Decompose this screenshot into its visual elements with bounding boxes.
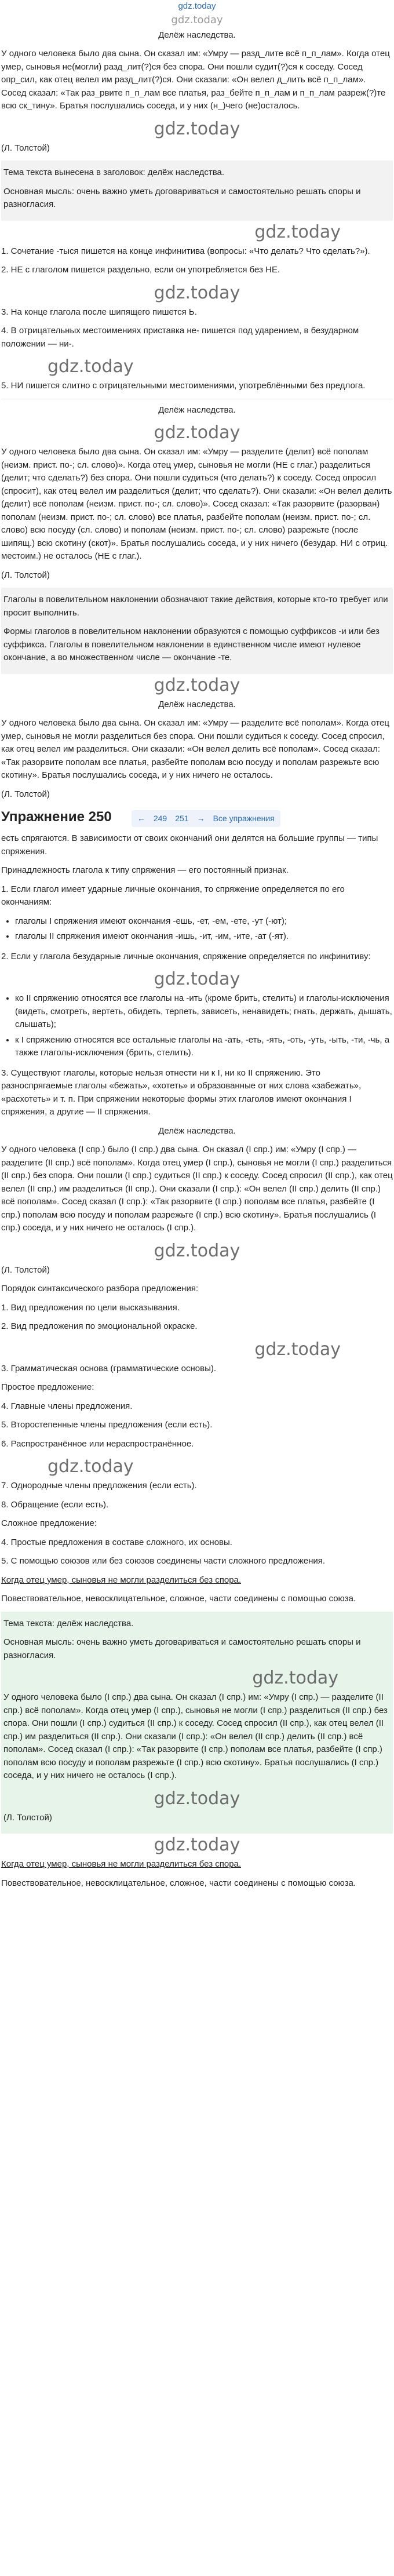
task1-author: (Л. Толстой) [1,143,50,153]
unstressed-list [15,992,393,1060]
watermark: gdz.today [48,1456,134,1477]
watermark: gdz.today [48,356,134,377]
imperative-p1: Глаголы в повелительном наклонении обозначают такие действия, которые кто-то требует или просит выполнить. [3,595,388,618]
parse-item: Простое предложение: [1,1382,94,1393]
exercise-unstressed: 2. Если у глагола безударные личные окончания, спряжение определяется по инфинитиву: [1,951,371,961]
watermark: gdz.today [154,282,240,303]
watermark: gdz.today [154,118,240,139]
rule-2: 2. НЕ с глаголом пишется раздельно, если он употребляется без НЕ. [1,265,280,275]
exercise-type: Принадлежность глагола к типу спряжения — его постоянный признак. [1,865,289,876]
list-item: • глаголы I спряжения имеют окончания -ешь, -ет, -ем, -ете, -ут (-ют); [15,915,393,928]
imperative-block [1,588,393,674]
parse-item: 1. Вид предложения по цели высказывания. [1,1302,180,1313]
watermark: gdz.today [154,1240,240,1261]
prev-arrow-icon[interactable]: ← [137,814,145,824]
parse-item: 3. Грамматическая основа (грамматические основы). [1,1363,217,1373]
task3-author: (Л. Толстой) [1,789,50,799]
answer-block [1,1612,393,1834]
parse-item: 5. Второстепенные члены предложения (если есть). [1,1420,213,1430]
watermark: gdz.today [171,14,223,26]
list-item: • к I спряжению относятся все остальные глаголы на -ать, -еть, -ять, -оть, -уть, -ыть, -ти, -чь, а также глаголы-исключения (брить, стелить). [15,1034,393,1060]
task5-text: У одного человека было (I спр.) два сына. Он сказал (I спр.) им: «Умру (I спр.) — разделите (II спр.) всё пополам». Когда отец умер (I спр.), сыновья не могли (I спр.) разделиться (II спр.) без спора. Они пошли (I спр.) судиться (II спр.) к соседу. Сосед спросил (II спр.), как отец велел (II спр.) им разделиться (II спр.). Они сказали (I спр.): «Он велел (II спр.) делить (II спр.) всё пополам». Сосед сказал (I спр.): «Так разорвите (I спр.) пополам все платья, разбейте (I спр.) пополам всю посуду и пополам разрежьте (I спр.) всю скотину». Братья послушались (I спр.) соседа, и у них ничего не осталось (I спр.). [3,1692,388,1781]
watermark: gdz.today [252,1668,338,1689]
parse-item: 2. Вид предложения по эмоциональной окраске. [1,1321,198,1332]
task2-author: (Л. Толстой) [1,570,50,580]
site-logo[interactable] [1,0,393,13]
task4-author: (Л. Толстой) [1,1265,50,1275]
parse-item: 7. Однородные члены предложения (если есть). [1,1481,197,1491]
rule-4: 4. В отрицательных местоимениях приставка не- пишется под ударением, в безударном положении — ни-. [1,326,359,349]
task5-theme: Тема текста: делёж наследства. [3,1618,134,1628]
parse-example-desc: Повествовательное, невосклицательное, сложное, части соединены с помощью союза. [1,1594,356,1604]
watermark: gdz.today [154,1835,240,1856]
task4-title: Делёж наследства. [158,1125,236,1136]
task5-author: (Л. Толстой) [3,1812,52,1823]
task5-idea: Основная мысль: очень важно уметь договариваться и самостоятельно решать споры и разногласия. [3,1637,361,1660]
watermark: gdz.today [154,675,240,695]
final-desc: Повествовательное, невосклицательное, сложное, части соединены с помощью союза. [1,1878,356,1888]
rule-5: 5. НИ пишется слитно с отрицательными местоимениями, употреблёнными без предлога. [1,381,366,391]
watermark: gdz.today [254,1339,341,1360]
list-item: • ко II спряжению относятся все глаголы на -ить (кроме брить, стелить) и глаголы-исключения (видеть, смотреть, вертеть, обидеть, терпеть, зависеть, ненавидеть; гнать, держать, дышать, слышать); [15,992,393,1032]
watermark: gdz.today [254,221,341,242]
parse-item: Сложное предложение: [1,1518,97,1529]
parse-item: 6. Распространённое или нераспространённое. [1,1438,194,1449]
parse-example: Когда отец умер, сыновья не могли разделиться без спора. [1,1575,242,1585]
next-exercise-link[interactable]: 251 [175,814,189,824]
exercise-intro: есть спрягаются. В зависимости от своих окончаний они делятся на большие группы — типы спряжения. [1,833,378,857]
exercise-stressed: 1. Если глагол имеет ударные личные окончания, то спряжение определяется по его окончаниям: [1,884,345,908]
task4-text: У одного человека (I спр.) было (I спр.) два сына. Он сказал (I спр.) им: «Умру (I спр.) — разделите (II спр.) всё пополам». Когда отец умер (I спр.), сыновья не могли (I спр.) разделиться (II спр.) без спора. Они пошли (I спр.) судиться (II спр.) к соседу. Сосед спросил (II спр.), как отец велел (II спр.) им разделиться (II спр.). Они сказали (I спр.): «Он велел (II спр.) делить (II спр.) всё пополам». Сосед сказал (I спр.): «Так разорвите (I спр.) пополам все платья, разбейте (I спр.) пополам всю посуду и пополам разрежьте (I спр.) всю скотину». Братья послушались (I спр.) соседа, и у них ничего не осталось (I спр.). [1,1145,393,1233]
final-example: Когда отец умер, сыновья не могли разделиться без спора. [1,1859,242,1870]
parse-item: 5. С помощью союзов или без союзов соединены части сложного предложения. [1,1556,326,1566]
analysis-idea: Основная мысль: очень важно уметь договариваться и самостоятельно решать споры и разногласия. [3,186,361,210]
rule-1: 1. Сочетание -тыся пишется на конце инфинитива (вопросы: «Что делать? Что сделать?»). [1,246,370,256]
task2-title: Делёж наследства. [158,405,236,415]
exercise-header [1,807,393,828]
next-arrow-icon[interactable]: → [196,814,205,824]
analysis-theme: Тема текста вынесена в заголовок: делёж наследства. [3,167,225,178]
watermark: gdz.today [154,969,240,990]
parse-item: 8. Обращение (если есть). [1,1499,109,1510]
all-exercises-link[interactable]: Все упражнения [213,814,275,824]
analysis-block [1,161,393,221]
watermark: gdz.today [154,422,240,443]
parse-item: 4. Главные члены предложения. [1,1401,133,1411]
stressed-list [15,915,393,943]
task3-title: Делёж наследства. [158,699,236,709]
exercise-title: Упражнение 250 [1,809,112,825]
rule-3: 3. На конце глагола после шипящего пишется Ь. [1,307,197,317]
parse-heading: Порядок синтаксического разбора предложения: [1,1284,199,1294]
parse-item: 4. Простые предложения в составе сложного, их основы. [1,1537,232,1547]
imperative-p2: Формы глаголов в повелительном наклонении образуются с помощью суффиксов -и или без суффикса. Глаголы в повелительном наклонении в единственном числе имеют нулевое окончание, а во множественном числе — окончание -те. [3,626,380,663]
site-logo-text[interactable]: gdz.today [178,1,216,11]
watermark: gdz.today [154,1788,240,1809]
task3-text: У одного человека было два сына. Он сказал им: «Умру — разделите всё пополам». Когда отец умер, сыновья не могли разделиться без спора. Они пошли судиться к соседу. Сосед спросил, как отец велел им разделиться. Они сказали: «Он велел делить всё пополам». Сосед сказал: «Так разорвите пополам все платья, разбейте пополам всю посуду и пополам разрежьте всю скотину». Братья послушались соседа, и у них ничего не осталось. [1,718,389,781]
task2-text: У одного человека было два сына. Он сказал им: «Умру — разделите (делит) всё пополам (неизм. прист. по-; сл. слово)». Когда отец умер, сыновья не могли (НЕ с глаг.) разделиться (делит; что сделать?) без спора. Они пошли судиться (что делать?) к соседу. Сосед опросил (спросит), как отец велел им разделиться (делит; что сделать?). Они сказали: «Он велел делить (делит) всё пополам (неизм. прист. по-; сл. слово)». Сосед сказал: «Так разорвите (разорван) пополам (неизм. прист. по-; сл. слово) все платья, разбейте пополам (неизм. прист. по-; сл. слово) всю посуду (сл. слово) и пополам (неизм. прист. по-; сл. слово) разрежьте (после шипящ.) всю скотину (скот)». Братья послушались соседа, и у них ничего (безудар. НИ с отриц. местоим.) не осталось (НЕ с глаг.). [1,447,392,562]
prev-exercise-link[interactable]: 249 [153,814,167,824]
task1-title: Делёж наследства. [158,30,236,40]
exercise-pager [132,810,280,827]
exercise-heteroclitic: 3. Существуют глаголы, которые нельзя отнести ни к I, ни ко II спряжению. Это разноспрягаемые глаголы «бежать», «хотеть» и образованные от них слова «забежать», «расхотеть» и т. п. При спряжении некоторые формы этих глаголов имеют окончания I спряжения, а другие — II спряжения. [1,1067,362,1117]
task1-text: У одного человека было два сына. Он сказал им: «Умру — разд_лите всё п_п_лам». Когда отец умер, сыновья не(могли) разд_лит(?)ся без спора. Они пошли судит(?)ся к соседу. Сосед опр_сил, как отец велел им разд_лит(?)ся. Они сказали: «Он велел д_лить всё п_п_лам». Сосед сказал: «Так раз_рвите п_п_лам все платья, раз_бейте п_п_лам и п_п_лам разреж(?)те всю ск_тину». Братья послушались соседа, и у них (н_)чего (не)осталось. [1,49,390,111]
list-item: • глаголы II спряжения имеют окончания -ишь, -ит, -им, -ите, -ат (-ят). [15,930,393,943]
